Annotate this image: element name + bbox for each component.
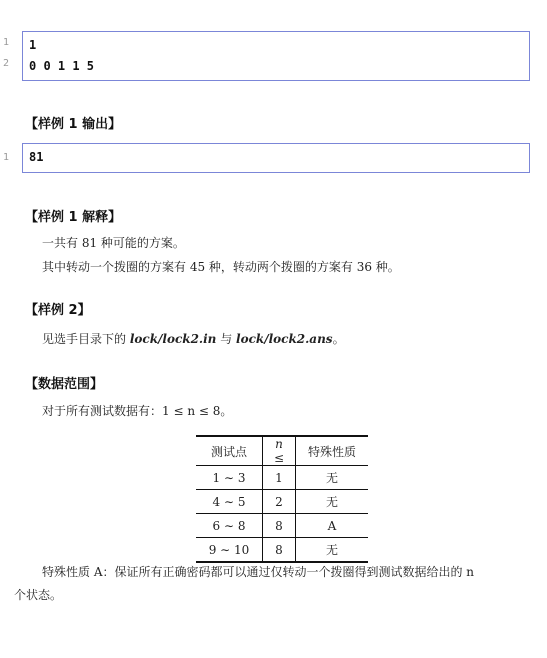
line-number: 1 [3,37,10,48]
sample-input-box [3,31,530,81]
table-header-row [196,436,368,466]
line-numbers [3,147,9,168]
sample-output-heading: 【样例 1 输出】 [25,117,122,132]
sample-output-box [3,143,530,173]
table-row [196,466,368,490]
table-row [196,538,368,563]
line-number: 1 [3,152,10,163]
header-n-bound: n ≤ [263,436,296,466]
line-number: 2 [3,58,10,69]
cell-property: 无 [325,471,338,485]
sample2-text [42,330,345,347]
code-line: 1 [29,38,37,52]
code-line: 81 [29,150,44,164]
sample2-prefix: 见选手目录下的 [42,332,130,346]
cell-test-point: 1 ∼ 3 [196,466,263,490]
code-lines [23,144,529,168]
special-property-line: 个状态。 [14,588,63,602]
sample2-file-in: lock/lock2.in [129,332,217,346]
cell-test-point: 9 ∼ 10 [196,538,263,563]
explanation-line: 其中转动一个拨圈的方案有 45 种，转动两个拨圈的方案有 36 种。 [42,260,400,274]
sample2-mid: 与 [216,332,237,346]
cell-n: 8 [263,538,296,563]
cell-n: 8 [263,514,296,538]
code-line: 0 0 1 1 5 [29,59,95,73]
sample2-heading: 【样例 2】 [25,303,91,318]
cell-n: 2 [263,490,296,514]
explanation-heading: 【样例 1 解释】 [25,210,122,225]
explanation-line: 一共有 81 种可能的方案。 [42,236,185,250]
header-special-property: 特殊性质 [307,444,356,459]
cell-property: 无 [325,495,338,509]
cell-property: 无 [325,543,338,557]
line-numbers [3,32,9,74]
data-range-heading: 【数据范围】 [25,377,104,392]
table-row [196,514,368,538]
code-lines [23,32,529,77]
cell-test-point: 4 ∼ 5 [196,490,263,514]
cell-property: A [327,518,337,533]
sample2-suffix: 。 [332,332,345,346]
data-range-text: 对于所有测试数据有：1 ≤ n ≤ 8。 [42,404,233,418]
special-property-line: 特殊性质 A：保证所有正确密码都可以通过仅转动一个拨圈得到测试数据给出的 n [42,565,475,579]
sample2-file-ans: lock/lock2.ans [236,332,333,346]
cell-n: 1 [263,466,296,490]
header-test-point: 测试点 [196,436,263,466]
table-row [196,490,368,514]
cell-test-point: 6 ∼ 8 [196,514,263,538]
test-point-table [196,435,368,563]
